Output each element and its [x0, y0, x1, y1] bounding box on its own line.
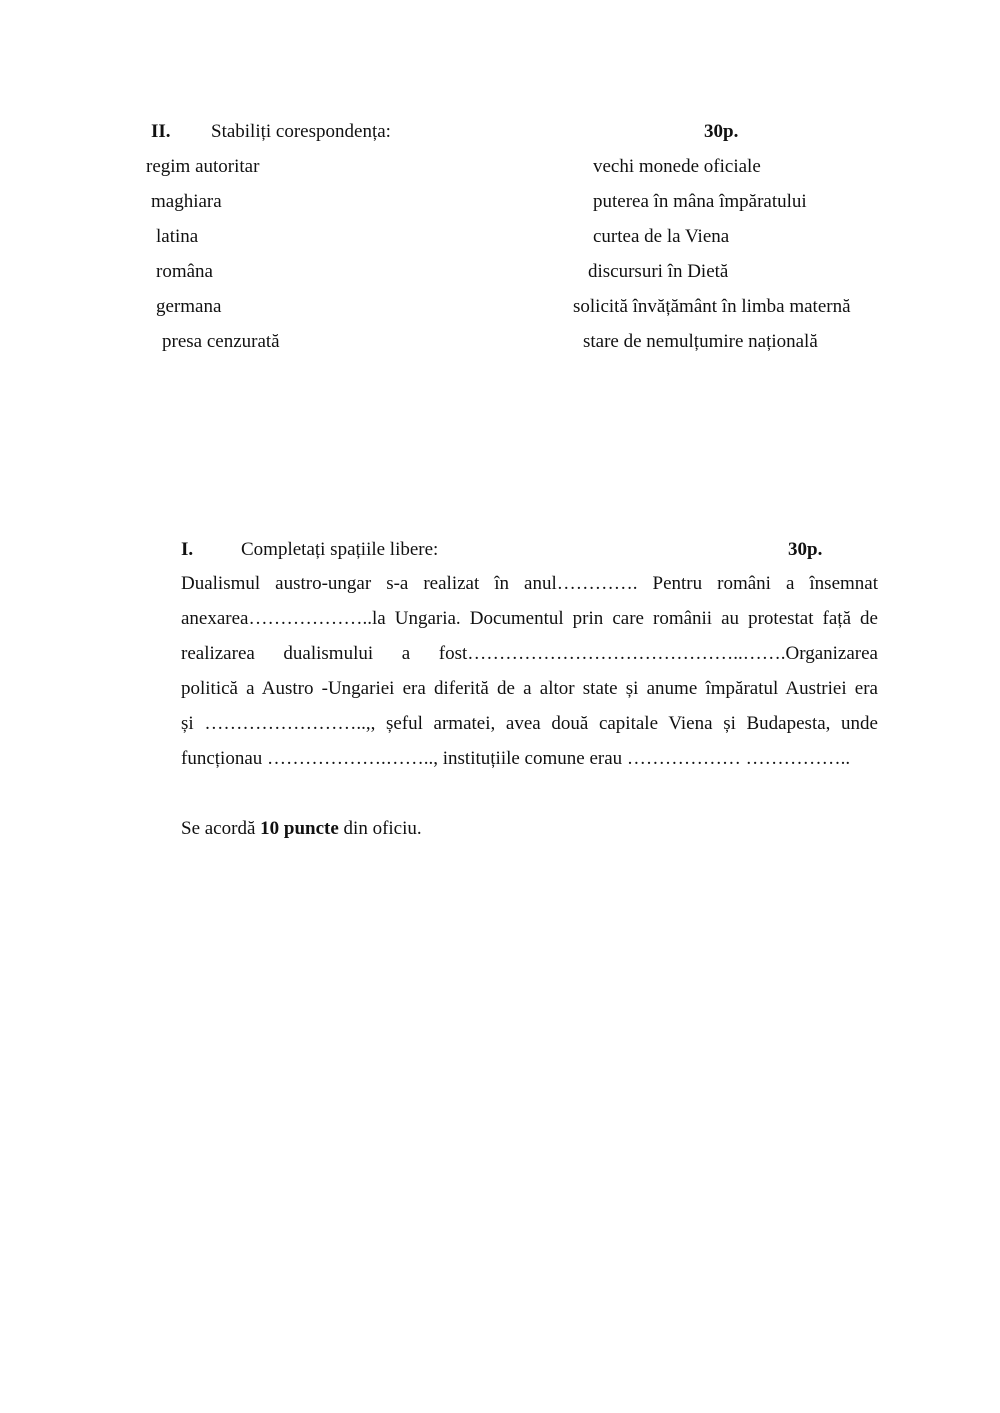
match-left-item: maghiara — [151, 191, 222, 212]
bonus-points-note — [181, 818, 422, 840]
section-ii-number: II. — [151, 121, 171, 142]
match-right-item: discursuri în Dietă — [588, 261, 729, 282]
fill-in-line: politică a Austro -Ungariei era diferită de a altor state și anume împăratul Austriei era — [181, 678, 878, 699]
match-right-item: curtea de la Viena — [593, 226, 730, 247]
match-left-item: latina — [156, 226, 199, 247]
section-ii-instruction: Stabiliți corespondența: — [211, 121, 391, 142]
fill-in-line: funcționau ……………….…….., instituțiile comune erau ……………… …………….. — [181, 748, 851, 769]
match-left-item: regim autoritar — [146, 156, 260, 177]
match-right-item: stare de nemulțumire națională — [583, 331, 818, 352]
match-right-item: vechi monede oficiale — [593, 156, 761, 177]
match-left-item: germana — [156, 296, 222, 317]
fill-in-line: realizarea dualismului a fost……………………………………..…….Organizarea — [181, 643, 878, 664]
bonus-suffix: din oficiu. — [338, 818, 422, 839]
match-left-item: presa cenzurată — [162, 331, 280, 352]
bonus-prefix: Se acordă — [181, 818, 261, 839]
fill-in-line: Dualismul austro-ungar s-a realizat în anul…………. Pentru români a însemnat — [181, 573, 878, 594]
fill-in-line: anexarea………………..la Ungaria. Documentul prin care românii au protestat față de — [181, 608, 878, 629]
section-ii-points: 30p. — [704, 121, 739, 142]
match-right-item: puterea în mâna împăratului — [593, 191, 807, 212]
section-i-instruction: Completați spațiile libere: — [241, 539, 439, 560]
fill-in-line: și ……………………..,, șeful armatei, avea două capitale Viena și Budapesta, unde — [181, 713, 878, 734]
bonus-points: 10 puncte — [260, 818, 339, 839]
match-right-item: solicită învățământ în limba maternă — [573, 296, 851, 317]
section-i-points: 30p. — [788, 539, 823, 560]
match-left-item: româna — [156, 261, 213, 282]
section-i-number: I. — [181, 539, 194, 560]
